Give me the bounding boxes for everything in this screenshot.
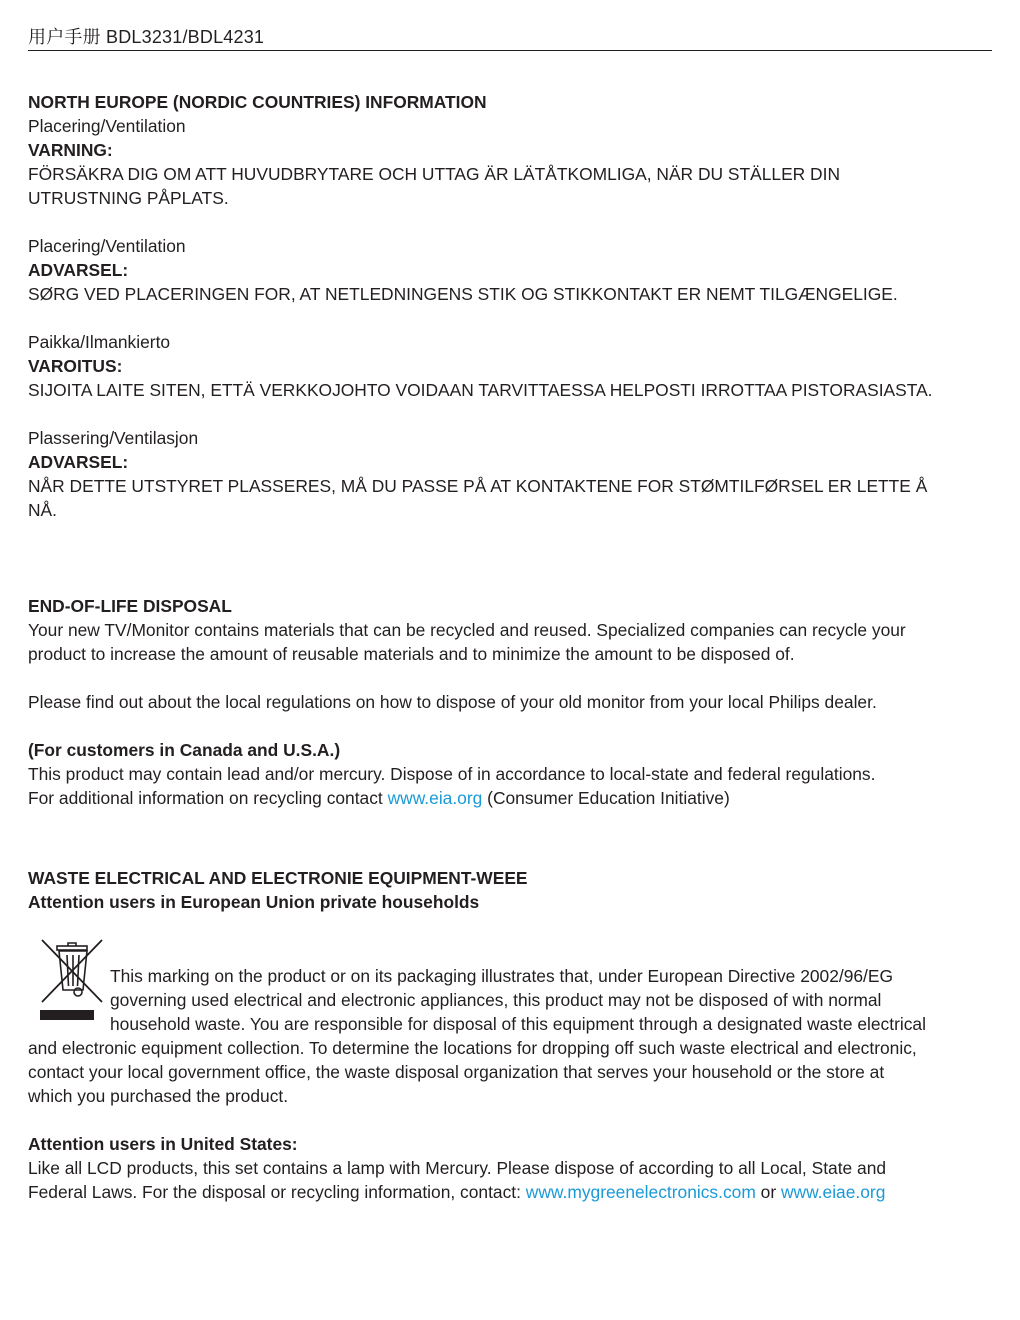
end-of-life-section bbox=[28, 594, 996, 810]
eol-paragraph: product to increase the amount of reusable materials and to minimize the amount to be disposed of. bbox=[28, 644, 795, 664]
warning-label: ADVARSEL: bbox=[28, 452, 129, 472]
canada-text-suffix: (Consumer Education Initiative) bbox=[482, 788, 730, 808]
warning-text: NÅ. bbox=[28, 500, 57, 520]
us-text-or: or bbox=[755, 1182, 781, 1202]
weee-notice bbox=[28, 938, 996, 1108]
warning-label: VARNING: bbox=[28, 140, 113, 160]
eol-paragraph: Your new TV/Monitor contains materials that can be recycled and reused. Specialized companies can recycle your bbox=[28, 620, 906, 640]
warning-label: VAROITUS: bbox=[28, 356, 123, 376]
nordic-section-norway bbox=[28, 426, 996, 522]
warning-text: UTRUSTNING PÅPLATS. bbox=[28, 188, 229, 208]
warning-text: SØRG VED PLACERINGEN FOR, AT NETLEDNINGENS STIK OG STIKKONTAKT ER NEMT TILGÆNGELIGE. bbox=[28, 284, 898, 304]
warning-label: ADVARSEL: bbox=[28, 260, 129, 280]
canada-text: This product may contain lead and/or mercury. Dispose of in accordance to local-state and federal regulations. bbox=[28, 764, 876, 784]
weee-text: and electronic equipment collection. To determine the locations for dropping off such waste electrical and electronic, bbox=[28, 1038, 917, 1058]
us-text-prefix: Federal Laws. For the disposal or recycling information, contact: bbox=[28, 1182, 526, 1202]
weee-subheading: Attention users in European Union private households bbox=[28, 892, 480, 912]
document-body bbox=[28, 90, 996, 1204]
warning-text: SIJOITA LAITE SITEN, ETTÄ VERKKOJOHTO VOIDAAN TARVITTAESSA HELPOSTI IRROTTAA PISTORASIASTA. bbox=[28, 380, 933, 400]
us-text bbox=[28, 1180, 996, 1204]
crossed-out-wheelie-bin-icon bbox=[40, 938, 106, 1022]
page-header-title: 用户手册 BDL3231/BDL4231 bbox=[28, 27, 265, 47]
page-header bbox=[28, 26, 992, 51]
canada-text-prefix: For additional information on recycling contact bbox=[28, 788, 388, 808]
us-heading: Attention users in United States: bbox=[28, 1134, 298, 1154]
weee-text: governing used electrical and electronic appliances, this product may not be disposed of with normal bbox=[110, 990, 882, 1010]
weee-text: which you purchased the product. bbox=[28, 1086, 289, 1106]
nordic-section-denmark bbox=[28, 234, 996, 306]
section-subtitle: Placering/Ventilation bbox=[28, 236, 186, 256]
us-text: Like all LCD products, this set contains a lamp with Mercury. Please dispose of according to all Local, State and bbox=[28, 1158, 887, 1178]
weee-text: contact your local government office, the waste disposal organization that serves your household or the store at bbox=[28, 1062, 885, 1082]
weee-text: household waste. You are responsible for disposal of this equipment through a designated waste electrical bbox=[110, 1014, 926, 1034]
nordic-section-finland bbox=[28, 330, 996, 402]
eia-link[interactable]: www.eia.org bbox=[387, 788, 483, 808]
section-subtitle: Plassering/Ventilasjon bbox=[28, 428, 199, 448]
section-subtitle: Paikka/Ilmankierto bbox=[28, 332, 171, 352]
weee-text: This marking on the product or on its packaging illustrates that, under European Directive 2002/96/EG bbox=[110, 966, 894, 986]
warning-text: FÖRSÄKRA DIG OM ATT HUVUDBRYTARE OCH UTTAG ÄR LÄTÅTKOMLIGA, NÄR DU STÄLLER DIN bbox=[28, 164, 841, 184]
eol-paragraph: Please find out about the local regulations on how to dispose of your old monitor from your local Philips dealer. bbox=[28, 692, 877, 712]
eiae-link[interactable]: www.eiae.org bbox=[780, 1182, 886, 1202]
canada-text bbox=[28, 786, 996, 810]
nordic-heading: NORTH EUROPE (NORDIC COUNTRIES) INFORMATION bbox=[28, 92, 487, 112]
canada-heading: (For customers in Canada and U.S.A.) bbox=[28, 740, 341, 760]
warning-text: NÅR DETTE UTSTYRET PLASSERES, MÅ DU PASSE PÅ AT KONTAKTENE FOR STØMTILFØRSEL ER LETTE Å bbox=[28, 476, 928, 496]
mygreenelectronics-link[interactable]: www.mygreenelectronics.com bbox=[525, 1182, 756, 1202]
weee-heading: WASTE ELECTRICAL AND ELECTRONIE EQUIPMENT-WEEE bbox=[28, 868, 528, 888]
nordic-section-sweden bbox=[28, 114, 996, 210]
weee-section bbox=[28, 866, 996, 1204]
section-subtitle: Placering/Ventilation bbox=[28, 116, 186, 136]
eol-heading: END-OF-LIFE DISPOSAL bbox=[28, 596, 232, 616]
